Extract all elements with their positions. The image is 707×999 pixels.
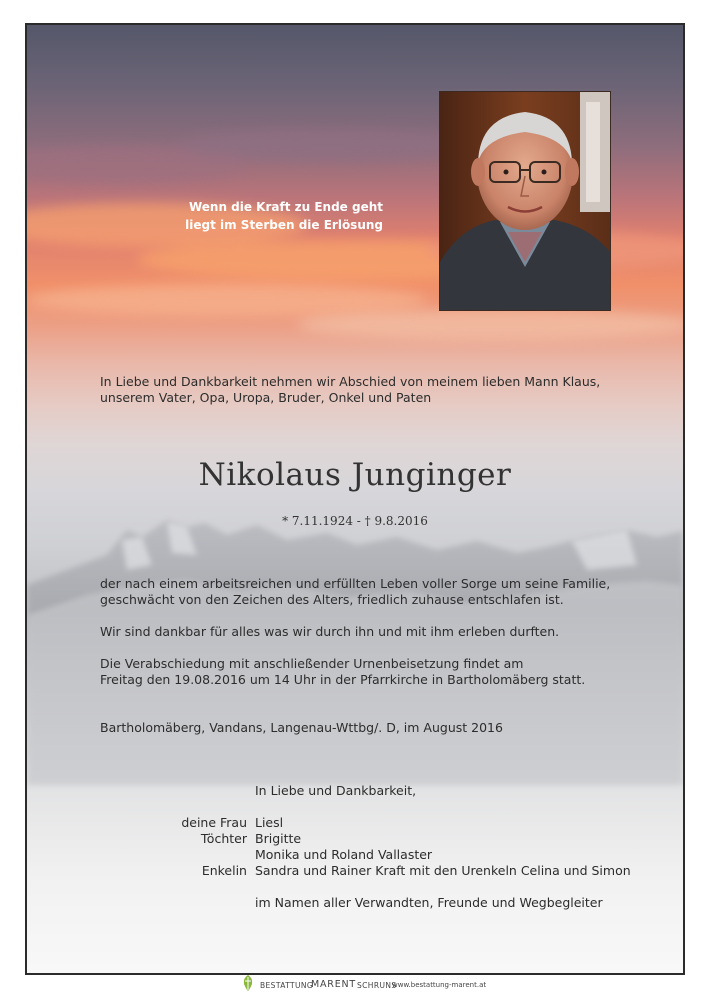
- names-granddaughter: Sandra und Rainer Kraft mit den Urenkeln Celina und Simon: [255, 863, 631, 878]
- footer: [0, 976, 707, 994]
- footer-brand-town: SCHRUNS: [357, 981, 397, 990]
- quote: [185, 198, 383, 234]
- quote-line-2: liegt im Sterben die Erlösung: [185, 218, 383, 232]
- body-p1-line-1: der nach einem arbeitsreichen und erfüllten Leben voller Sorge um seine Familie,: [100, 576, 611, 591]
- funeral-home-logo-icon: [240, 974, 256, 992]
- portrait-photo: [439, 91, 611, 311]
- relation-daughters: Töchter: [200, 831, 247, 846]
- names-daughter-2: Monika und Roland Vallaster: [255, 847, 433, 862]
- mourners-greeting: In Liebe und Dankbarkeit,: [255, 783, 417, 798]
- mourners-closing: im Namen aller Verwandten, Freunde und Wegbegleiter: [255, 895, 603, 910]
- footer-brand-name: MARENT: [311, 979, 357, 990]
- names-wife: Liesl: [255, 815, 284, 830]
- intro-line-1: In Liebe und Dankbarkeit nehmen wir Abschied von meinem lieben Mann Klaus,: [100, 374, 601, 389]
- intro-line-2: unserem Vater, Opa, Uropa, Bruder, Onkel und Paten: [100, 390, 432, 405]
- body-p1-line-2: geschwächt von den Zeichen des Alters, friedlich zuhause entschlafen ist.: [100, 592, 564, 607]
- footer-website[interactable]: www.bestattung-marent.at: [392, 981, 487, 989]
- deceased-name: Nikolaus Junginger: [198, 457, 512, 493]
- footer-brand-prefix: BESTATTUNG: [260, 981, 314, 990]
- life-dates: * 7.11.1924 - † 9.8.2016: [282, 514, 428, 528]
- names-daughter-1: Brigitte: [255, 831, 302, 846]
- body-p2: Wir sind dankbar für alles was wir durch ihn und mit ihm erleben durften.: [100, 624, 560, 639]
- obituary-card: [25, 23, 685, 975]
- place-and-date: Bartholomäberg, Vandans, Langenau-Wttbg/. D, im August 2016: [100, 720, 503, 735]
- body-p3-line-2: Freitag den 19.08.2016 um 14 Uhr in der Pfarrkirche in Bartholomäberg statt.: [100, 672, 586, 687]
- quote-line-1: Wenn die Kraft zu Ende geht: [188, 200, 383, 214]
- relation-granddaughter: Enkelin: [201, 863, 247, 878]
- relation-wife: deine Frau: [181, 815, 247, 830]
- body-p3-line-1: Die Verabschiedung mit anschließender Urnenbeisetzung findet am: [100, 656, 524, 671]
